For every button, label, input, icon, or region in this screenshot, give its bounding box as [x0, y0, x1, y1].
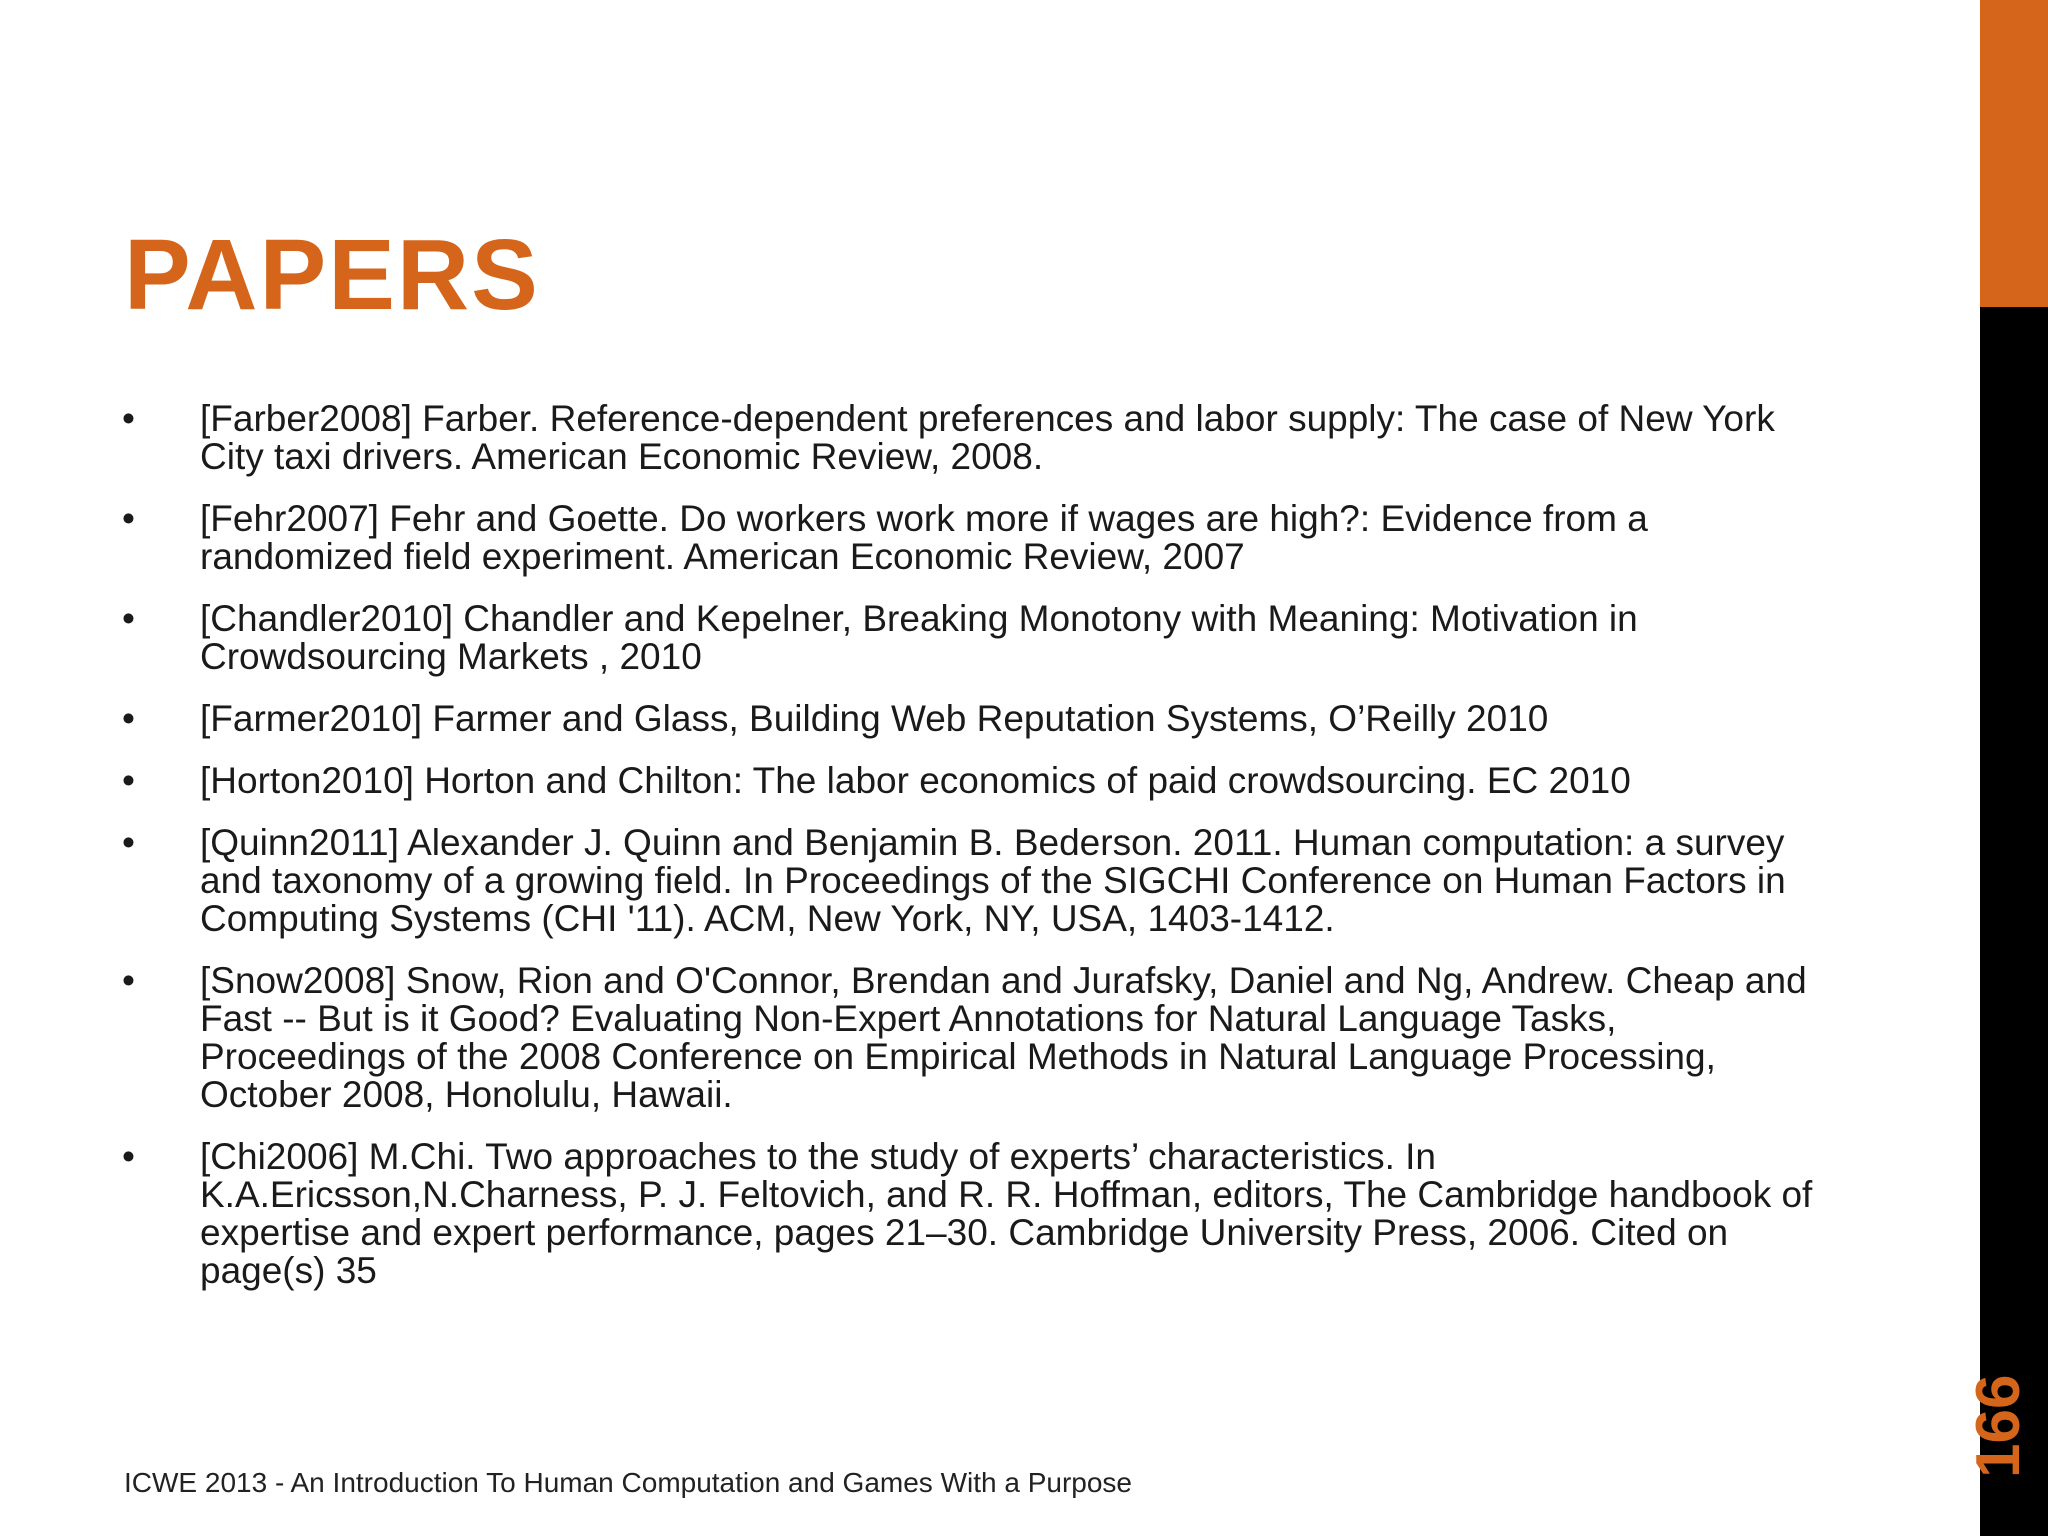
reference-item [122, 600, 1822, 676]
bullet-icon: • [122, 822, 135, 863]
bullet-icon: • [122, 960, 135, 1001]
reference-item [122, 762, 1822, 800]
reference-text: [Horton2010] Horton and Chilton: The labor economics of paid crowdsourcing. EC 2010 [200, 760, 1631, 801]
reference-list [122, 400, 1822, 1314]
reference-item [122, 962, 1822, 1114]
reference-item [122, 1138, 1822, 1290]
bullet-icon: • [122, 498, 135, 539]
slide-footer: ICWE 2013 - An Introduction To Human Computation and Games With a Purpose [124, 1467, 1132, 1498]
reference-item [122, 824, 1822, 938]
reference-text: [Snow2008] Snow, Rion and O'Connor, Brendan and Jurafsky, Daniel and Ng, Andrew. Cheap and Fast -- But is it Good? Evaluating Non-Expert Annotations for Natural Language Tasks, Proceedings of the 2008 Conference on Empirical Methods in Natural Language Processing, October 2008, Honolulu, Hawaii. [200, 960, 1807, 1115]
reference-text: [Farber2008] Farber. Reference-dependent preferences and labor supply: The case of New York City taxi drivers. American Economic Review, 2008. [200, 398, 1775, 477]
reference-text: [Farmer2010] Farmer and Glass, Building Web Reputation Systems, O’Reilly 2010 [200, 698, 1549, 739]
bullet-icon: • [122, 398, 135, 439]
reference-text: [Chandler2010] Chandler and Kepelner, Breaking Monotony with Meaning: Motivation in Crowdsourcing Markets , 2010 [200, 598, 1638, 677]
bullet-icon: • [122, 598, 135, 639]
reference-text: [Chi2006] M.Chi. Two approaches to the study of experts’ characteristics. In K.A.Ericsson,N.Charness, P. J. Feltovich, and R. R. Hoffman, editors, The Cambridge handbook of expertise and expert performance, pages 21–30. Cambridge University Press, 2006. Cited on page(s) 35 [200, 1136, 1813, 1291]
side-bar-accent [1980, 0, 2048, 307]
page-number: 166 [1964, 1374, 2033, 1478]
reference-item [122, 400, 1822, 476]
bullet-icon: • [122, 1136, 135, 1177]
reference-text: [Quinn2011] Alexander J. Quinn and Benjamin B. Bederson. 2011. Human computation: a survey and taxonomy of a growing field. In Proceedings of the SIGCHI Conference on Human Factors in Computing Systems (CHI '11). ACM, New York, NY, USA, 1403-1412. [200, 822, 1786, 939]
bullet-icon: • [122, 698, 135, 739]
reference-text: [Fehr2007] Fehr and Goette. Do workers work more if wages are high?: Evidence from a randomized field experiment. American Economic Review, 2007 [200, 498, 1648, 577]
reference-item [122, 500, 1822, 576]
slide-title: PAPERS [124, 219, 540, 331]
bullet-icon: • [122, 760, 135, 801]
reference-item [122, 700, 1822, 738]
